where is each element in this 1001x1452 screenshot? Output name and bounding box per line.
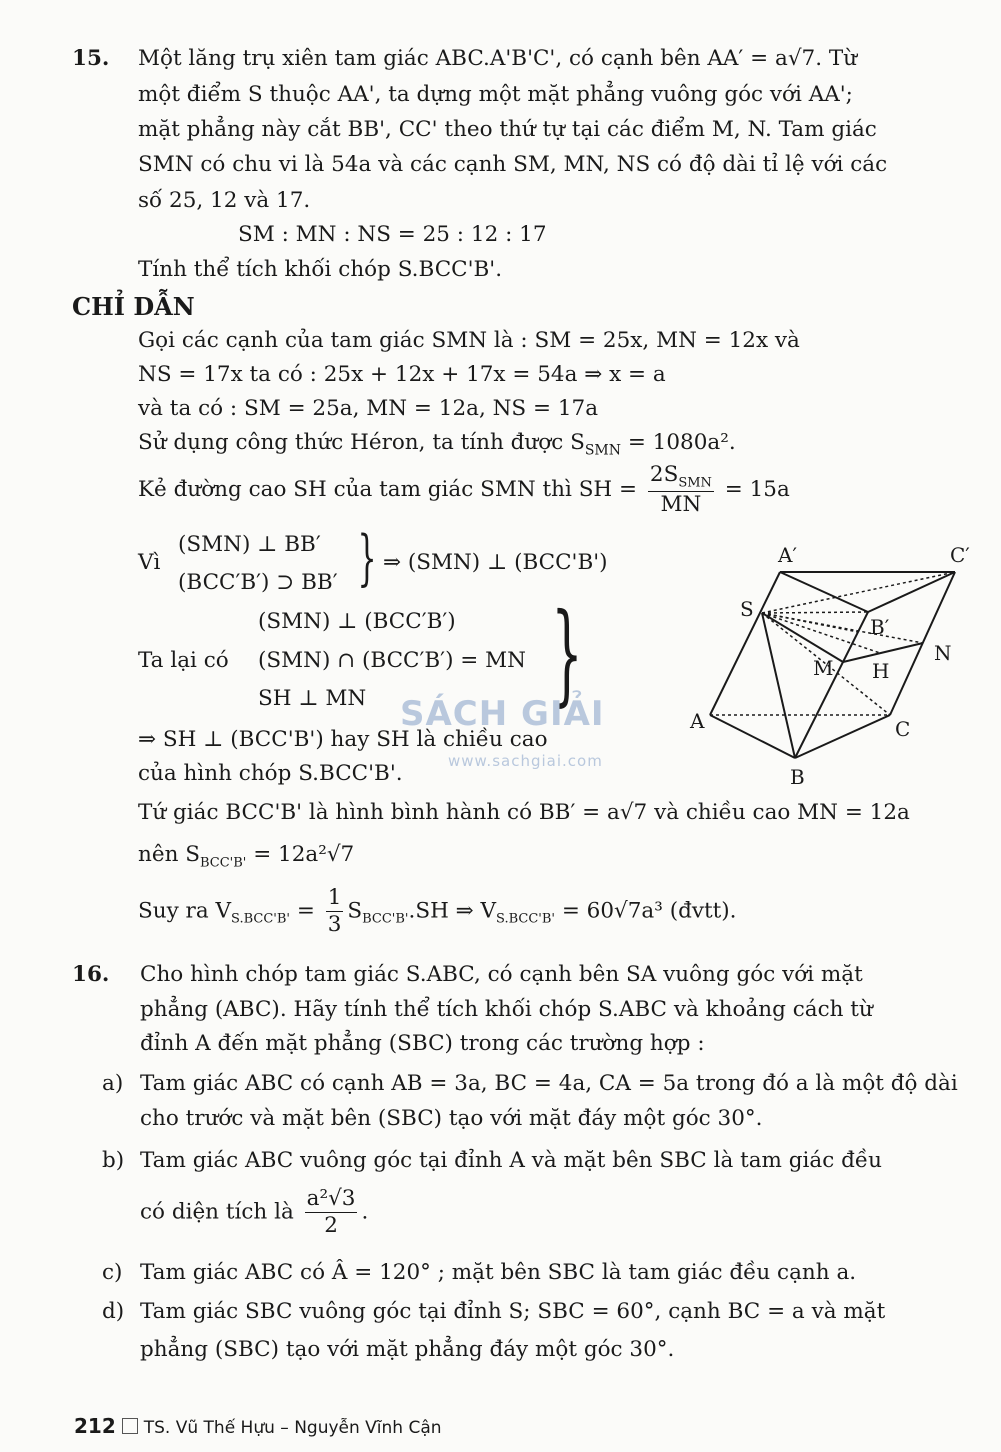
case-b-line-1: Tam giác ABC vuông góc tại đỉnh A và mặt bên SBC là tam giác đều xyxy=(140,1148,882,1173)
guide-line-3: và ta có : SM = 25a, MN = 12a, NS = 17a xyxy=(138,396,599,421)
problem-15-line-3: mặt phẳng này cắt BB', CC' theo thứ tự tại các điểm M, N. Tam giác xyxy=(138,117,877,142)
case-a-line-1: Tam giác ABC có cạnh AB = 3a, BC = 4a, CA = 5a trong đó a là một độ dài xyxy=(140,1071,958,1096)
watermark-logo: SÁCH GIẢI xyxy=(400,694,605,734)
guide-line-1: Gọi các cạnh của tam giác SMN là : SM = 25x, MN = 12x và xyxy=(138,328,800,353)
right-brace: } xyxy=(357,523,377,593)
edge-s-m xyxy=(762,613,843,662)
edge-a-b xyxy=(710,715,795,758)
problem-15-line-4: SMN có chu vi là 54a và các cạnh SM, MN, NS có độ dài tỉ lệ với các xyxy=(138,152,888,177)
watermark-url: www.sachgiai.com xyxy=(448,752,603,770)
guide-altitude-line: Kẻ đường cao SH của tam giác SMN thì SH = $\frac{2S_{SMN}}{MN}$ = 15a xyxy=(138,462,790,517)
label-b: B xyxy=(790,765,805,789)
because-line-1: (SMN) ⊥ BB′ xyxy=(178,532,321,557)
problem-15-line-2: một điểm S thuộc AA', ta dựng một mặt phẳng vuông góc với AA'; xyxy=(138,82,853,107)
altitude-fraction: $\frac{2S_{SMN}}{MN}$ xyxy=(649,462,712,517)
label-m: M xyxy=(813,656,834,680)
problem-15-question: Tính thể tích khối chóp S.BCC'B'. xyxy=(138,257,503,282)
problem-16-line-1: Cho hình chóp tam giác S.ABC, có cạnh bên SA vuông góc với mặt xyxy=(140,962,863,987)
case-b-label: b) xyxy=(102,1148,125,1173)
problem-15-number: 15. xyxy=(72,46,110,71)
also-line-2: (SMN) ∩ (BCC′B′) = MN xyxy=(258,648,526,673)
book-icon xyxy=(122,1418,138,1434)
edge-b1-b xyxy=(795,612,868,758)
edge-b-c xyxy=(795,715,890,758)
guide-heron-line: Sử dụng công thức Héron, ta tính được $S_{SMN} = 1080a^2$. xyxy=(138,430,736,459)
problem-16-line-3: đỉnh A đến mặt phẳng (SBC) trong các trường hợp : xyxy=(140,1031,705,1056)
ratio-equation: SM : MN : NS = 25 : 12 : 17 xyxy=(238,222,547,247)
problem-16-number: 16. xyxy=(72,962,110,987)
case-c-label: c) xyxy=(102,1260,123,1285)
page-number: 212 xyxy=(74,1414,116,1438)
result-line-4: nên $S_{BCC'B'} = 12a^2√7$ xyxy=(138,842,355,871)
label-a: A xyxy=(690,709,705,733)
label-c-prime: C′ xyxy=(950,543,970,567)
prism-figure xyxy=(680,540,1000,800)
problem-15-line-5: số 25, 12 và 17. xyxy=(138,188,311,213)
result-line-3: Tứ giác BCC'B' là hình bình hành có BB′ = a√7 và chiều cao MN = 12a xyxy=(138,800,910,825)
case-a-label: a) xyxy=(102,1071,124,1096)
guide-heading: CHỈ DẪN xyxy=(72,292,195,321)
label-a-prime: A′ xyxy=(778,543,797,567)
because-label: Vì xyxy=(138,550,161,575)
problem-15-line-1: Một lăng trụ xiên tam giác ABC.A'B'C', có cạnh bên AA′ = a√7. Từ xyxy=(138,46,858,71)
because-result: ⇒ (SMN) ⊥ (BCC'B') xyxy=(383,550,608,575)
area-fraction: $\frac{\text{a²√3}}{2}$ xyxy=(306,1186,356,1238)
label-c: C xyxy=(895,717,911,741)
case-d-line-1: Tam giác SBC vuông góc tại đỉnh S; SBC = 60°, cạnh BC = a và mặt xyxy=(140,1299,886,1324)
case-d-line-2: phẳng (SBC) tạo với mặt phẳng đáy một góc 30°. xyxy=(140,1337,675,1362)
also-label: Ta lại có xyxy=(138,648,229,673)
footer-authors: TS. Vũ Thế Hựu – Nguyễn Vĩnh Cận xyxy=(143,1418,442,1438)
case-c-line-1: Tam giác ABC có Â = 120° ; mặt bên SBC là tam giác đều cạnh a. xyxy=(140,1260,857,1285)
hidden-s-h xyxy=(762,613,880,653)
label-n: N xyxy=(934,641,952,665)
guide-line-2: NS = 17x ta có : 25x + 12x + 17x = 54a ⇒ x = a xyxy=(138,362,666,387)
label-b-prime: B′ xyxy=(870,615,890,639)
result-line-2: của hình chóp S.BCC'B'. xyxy=(138,761,403,786)
volume-line: Suy ra $V_{S.BCC'B'}$ = $\frac{1}{3}$ $S_{BCC'B'}.SH$ ⇒ $V_{S.BCC'B'} = 60√7a^3$ (đvtt). xyxy=(138,885,737,937)
label-s: S xyxy=(740,597,754,621)
case-d-label: d) xyxy=(102,1299,125,1324)
label-h: H xyxy=(872,659,890,683)
case-b-line-2: có diện tích là $\frac{\text{a²√3}}{2}$ . xyxy=(140,1186,369,1238)
hidden-s-b1 xyxy=(762,612,868,613)
result-line-1: ⇒ SH ⊥ (BCC'B') hay SH là chiều cao xyxy=(138,727,548,752)
case-a-line-2: cho trước và mặt bên (SBC) tạo với mặt đáy một góc 30°. xyxy=(140,1106,763,1131)
page-footer xyxy=(74,1414,442,1438)
because-line-2: (BCC′B′) ⊃ BB′ xyxy=(178,570,338,595)
one-third-fraction: $\frac{1}{3}$ xyxy=(327,885,342,937)
edge-b1-c1 xyxy=(868,572,955,612)
problem-16-line-2: phẳng (ABC). Hãy tính thể tích khối chóp S.ABC và khoảng cách từ xyxy=(140,997,873,1022)
right-brace-large: } xyxy=(551,589,583,717)
also-line-3: SH ⊥ MN xyxy=(258,686,367,711)
edge-s-b xyxy=(762,613,795,758)
also-line-1: (SMN) ⊥ (BCC′B′) xyxy=(258,609,456,634)
